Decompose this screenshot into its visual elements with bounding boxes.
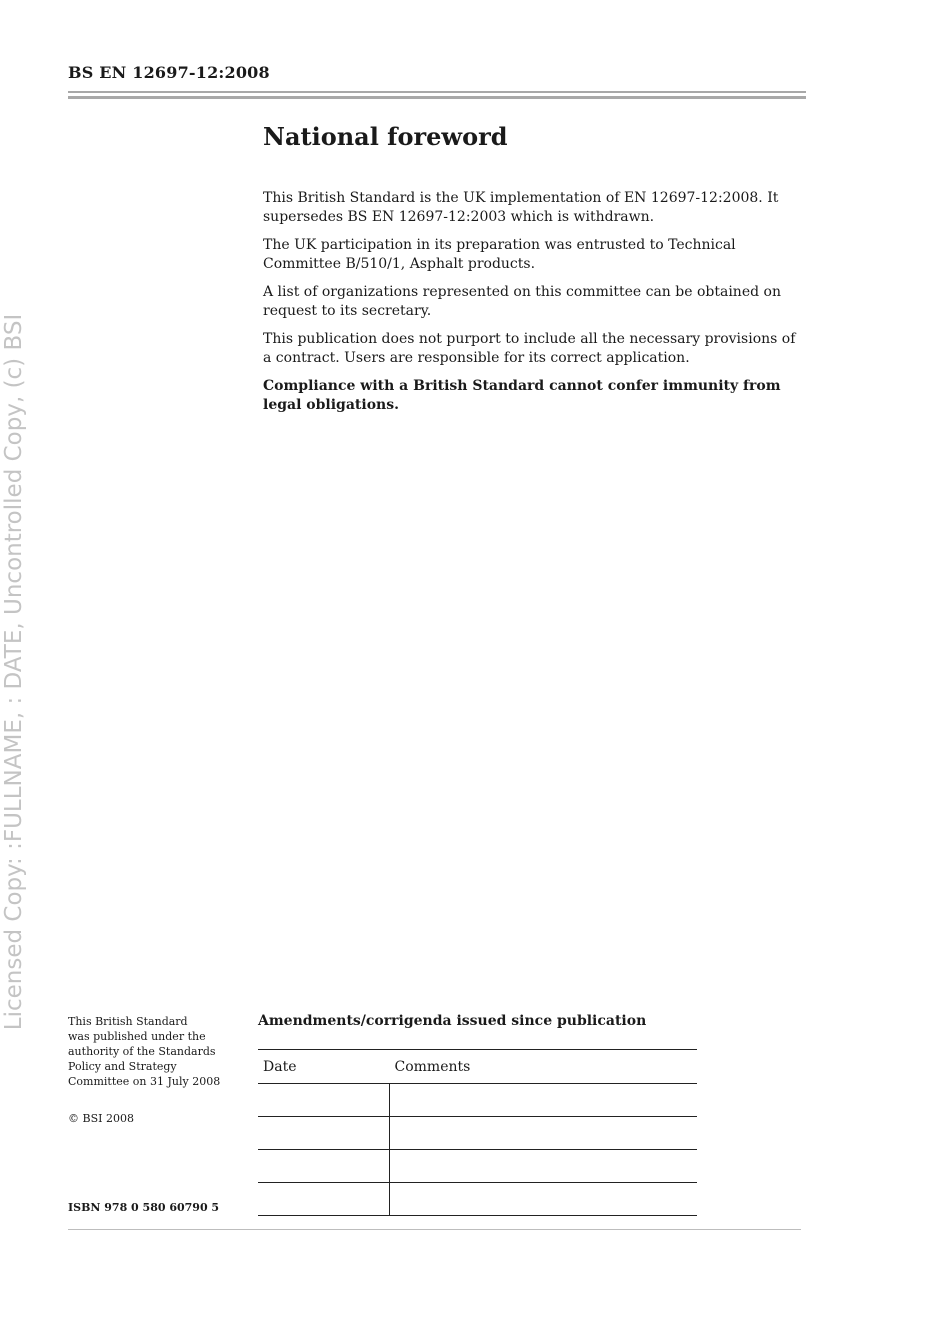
amendment-comments-cell — [390, 1183, 698, 1216]
imprint-line: authority of the Standards — [68, 1045, 216, 1058]
footer-rule — [68, 1229, 801, 1230]
table-row — [258, 1084, 697, 1117]
paragraph-provisions: This publication does not purport to include all the necessary provisions of a contract. Users are responsible for its correct application. — [263, 331, 796, 366]
column-header-date: Date — [258, 1050, 390, 1084]
publication-imprint — [68, 1014, 238, 1089]
paragraph-implementation: This British Standard is the UK implementation of EN 12697-12:2008. It supersedes BS EN 12697-12:2003 which is withdrawn. — [263, 190, 779, 225]
amendment-comments-cell — [390, 1084, 698, 1117]
amendment-date-cell — [258, 1183, 390, 1216]
page-title: National foreword — [263, 122, 508, 151]
paragraph-organizations: A list of organizations represented on this committee can be obtained on request to its secretary. — [263, 284, 781, 319]
copyright-notice: © BSI 2008 — [68, 1112, 134, 1125]
amendment-comments-cell — [390, 1117, 698, 1150]
amendment-date-cell — [258, 1117, 390, 1150]
header-rule-thick — [68, 96, 806, 99]
license-watermark: Licensed Copy: :FULLNAME, : DATE, Uncontrolled Copy, (c) BSI — [1, 313, 27, 1031]
amendment-date-cell — [258, 1084, 390, 1117]
amendments-table — [258, 1049, 697, 1216]
header-standard-code: BS EN 12697-12:2008 — [68, 63, 270, 82]
amendments-header-row — [258, 1050, 697, 1084]
header-rule-thin — [68, 91, 806, 93]
imprint-line: Policy and Strategy — [68, 1060, 177, 1073]
imprint-line: This British Standard — [68, 1015, 188, 1028]
amendment-comments-cell — [390, 1150, 698, 1183]
foreword-body — [263, 189, 808, 424]
imprint-line: was published under the — [68, 1030, 206, 1043]
table-row — [258, 1183, 697, 1216]
column-header-comments: Comments — [390, 1050, 698, 1084]
paragraph-participation: The UK participation in its preparation was entrusted to Technical Committee B/510/1, Asphalt products. — [263, 237, 736, 272]
amendment-date-cell — [258, 1150, 390, 1183]
amendments-title: Amendments/corrigenda issued since publication — [258, 1013, 647, 1029]
isbn-number: ISBN 978 0 580 60790 5 — [68, 1201, 220, 1214]
table-row — [258, 1117, 697, 1150]
imprint-line: Committee on 31 July 2008 — [68, 1075, 221, 1088]
table-row — [258, 1150, 697, 1183]
compliance-note: Compliance with a British Standard cannot confer immunity from legal obligations. — [263, 378, 781, 413]
